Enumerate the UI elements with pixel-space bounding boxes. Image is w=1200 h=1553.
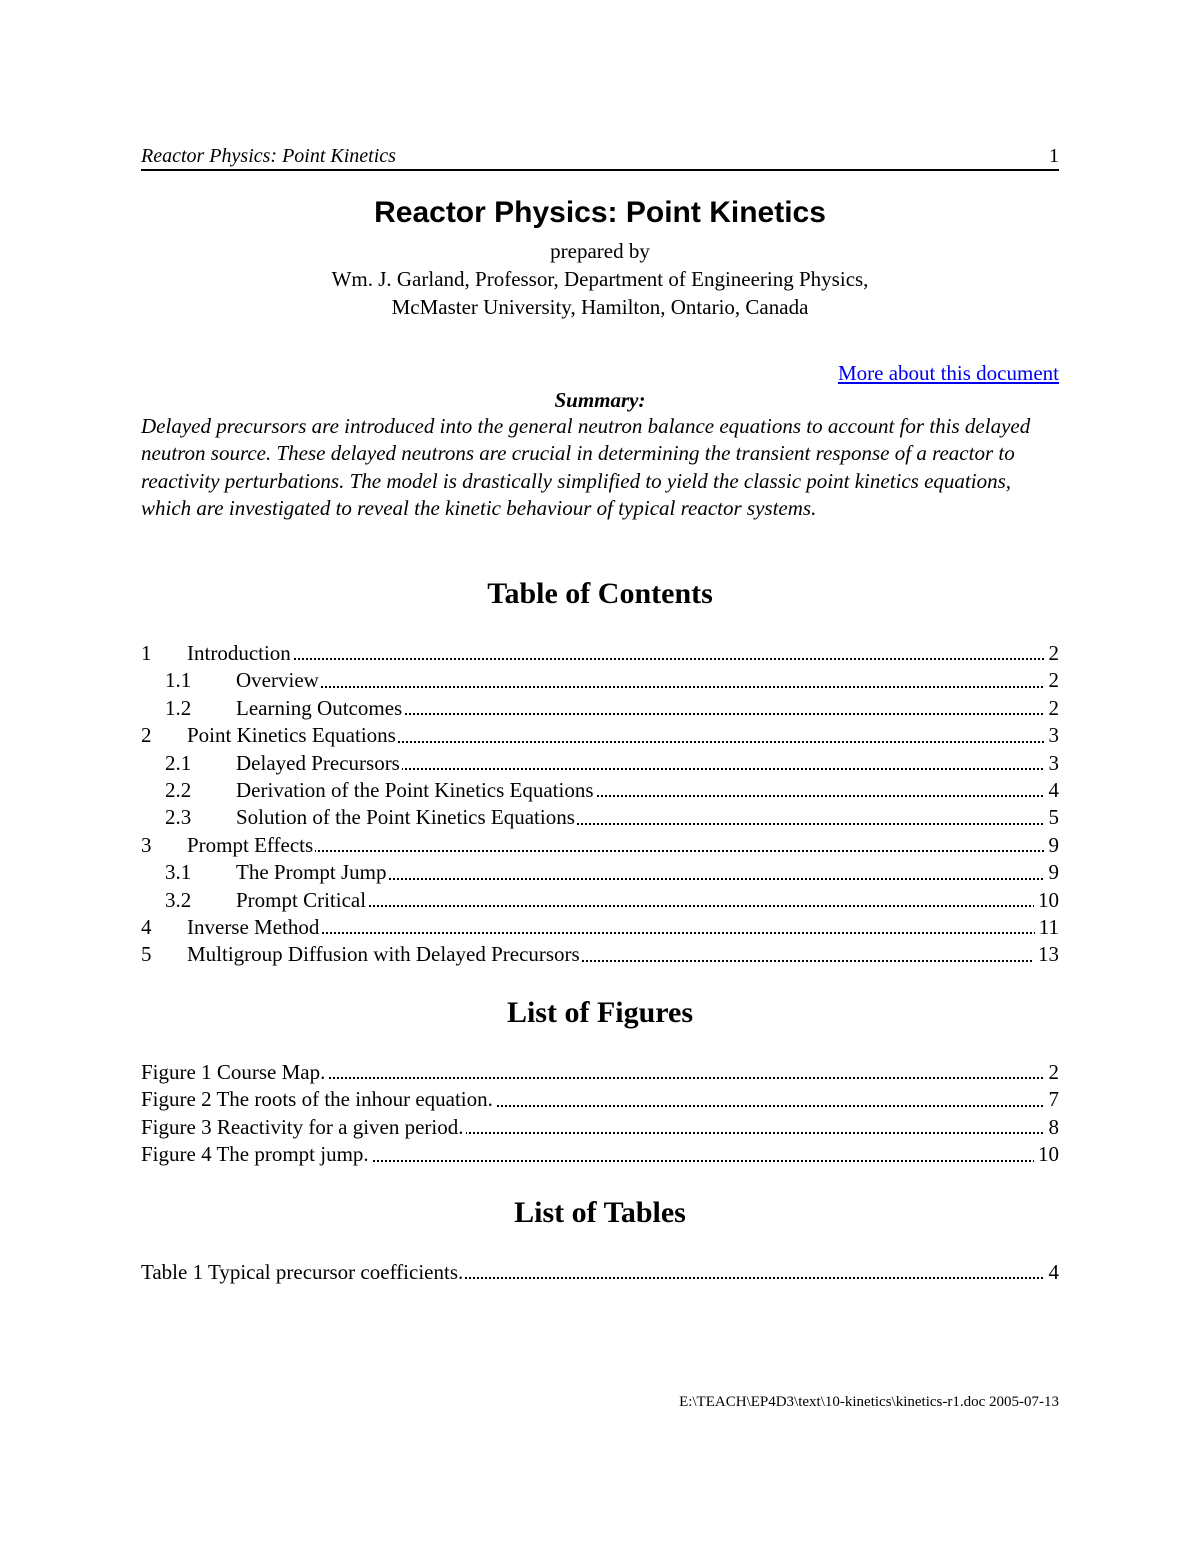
list-of-figures-heading: List of Figures [506,996,694,1029]
toc-entry-page: 10 [1034,887,1059,914]
toc-entry-leader [236,777,1059,804]
toc-entry-label: Prompt Effects [187,832,314,857]
toc-entry[interactable] [141,914,1059,941]
toc-entry[interactable] [141,887,1059,914]
toc-entry[interactable] [141,667,1059,694]
toc-entry-page: 9 [1045,832,1060,859]
toc-entry-page: 11 [1035,914,1059,941]
toc-entry-page: 3 [1045,722,1060,749]
figure-entry-label: Figure 3 Reactivity for a given period. [141,1114,464,1139]
toc-entry-leader [187,640,1059,667]
toc-entry-leader [236,667,1059,694]
toc-entry-page: 3 [1045,750,1060,777]
more-about-document-link[interactable]: More about this document [837,361,1059,385]
list-of-tables-heading: List of Tables [514,1196,686,1229]
toc-entry[interactable] [141,804,1059,831]
list-of-figures [141,1059,1059,1169]
figure-entry-leader [141,1141,1059,1168]
toc-entry-label: Delayed Precursors [236,750,400,775]
figure-entry[interactable] [141,1086,1059,1113]
byline [141,237,1059,321]
toc-entry-leader [236,750,1059,777]
toc-entry-number: 1 [141,641,152,665]
figure-entry-label: Figure 1 Course Map. [141,1060,326,1084]
figure-entry[interactable] [141,1141,1059,1168]
table-entry[interactable] [141,1259,1059,1286]
figure-entry-leader [141,1114,1059,1141]
list-of-tables [141,1259,1059,1286]
toc-entry-page: 2 [1045,667,1060,694]
toc-entry[interactable] [141,750,1059,777]
toc-entry-leader [236,695,1059,722]
toc-entry-page: 2 [1045,695,1060,722]
figure-entry-leader [141,1059,1059,1086]
toc-entry-page: 4 [1045,777,1060,804]
running-header [141,143,1059,171]
toc-entry-page: 5 [1045,804,1060,831]
figure-entry-page: 8 [1045,1114,1060,1141]
summary-text: Delayed precursors are introduced into the general neutron balance equations to account for this delayed neutron source. These delayed neutrons are crucial in determining the transient response of a reactor to reactivity perturbations. The model is drastically simplified to yield the classic point kinetics equations, which are investigated to reveal the kinetic behaviour of typical reactor systems. [141,414,1031,521]
toc-entry[interactable] [141,640,1059,667]
figure-entry-leader [141,1086,1059,1113]
toc-entry-label: Inverse Method [187,914,320,939]
toc-entry-number: 2.2 [165,777,192,802]
byline-author: Wm. J. Garland, Professor, Department of Engineering Physics, [331,267,869,291]
figure-entry-page: 7 [1045,1086,1060,1113]
toc-entry-label: Overview [236,668,319,693]
toc-entry[interactable] [141,722,1059,749]
toc-entry-label: Introduction [187,641,291,665]
toc-entry-label: Point Kinetics Equations [187,723,396,748]
table-entry-page: 4 [1045,1259,1060,1286]
toc-entry-number: 3 [141,832,152,857]
toc-entry-leader [187,941,1059,968]
toc-entry-leader [187,914,1059,941]
running-header-title: Reactor Physics: Point Kinetics [141,145,396,167]
toc-entry-label: The Prompt Jump [236,860,387,885]
toc-entry-number: 1.2 [165,695,192,720]
toc-entry-label: Prompt Critical [236,887,367,912]
toc-entry-leader [187,722,1059,749]
toc-entry-leader [236,804,1059,831]
toc-entry-label: Learning Outcomes [236,695,403,720]
toc-entry-number: 5 [141,942,152,967]
toc-list [141,640,1059,969]
toc-entry-number: 2.1 [165,750,192,775]
toc-entry-label: Solution of the Point Kinetics Equations [236,805,575,830]
running-header-page-number: 1 [1049,145,1059,167]
byline-affiliation: McMaster University, Hamilton, Ontario, Canada [391,295,809,319]
toc-entry-number: 2.3 [165,805,192,830]
toc-entry[interactable] [141,777,1059,804]
toc-entry-leader [236,859,1059,886]
figure-entry-page: 2 [1045,1059,1060,1086]
summary-label: Summary: [554,388,646,412]
toc-entry-number: 3.2 [165,887,192,912]
toc-entry-number: 2 [141,723,152,748]
toc-entry-page: 13 [1034,941,1059,968]
figure-entry[interactable] [141,1114,1059,1141]
figure-entry-label: Figure 2 The roots of the inhour equation. [141,1087,493,1112]
byline-prepared-by: prepared by [550,239,650,263]
figure-entry[interactable] [141,1059,1059,1086]
toc-entry-number: 1.1 [165,668,192,693]
toc-entry[interactable] [141,941,1059,968]
toc-entry-number: 3.1 [165,860,192,885]
toc-entry-number: 4 [141,914,152,939]
toc-entry-label: Derivation of the Point Kinetics Equations [236,777,594,802]
figure-entry-label: Figure 4 The prompt jump. [141,1142,369,1167]
toc-entry[interactable] [141,832,1059,859]
toc-entry[interactable] [141,695,1059,722]
toc-entry[interactable] [141,859,1059,886]
footer-file-path: E:\TEACH\EP4D3\text\10-kinetics\kinetics-r1.doc 2005-07-13 [679,1394,1059,1410]
toc-entry-page: 2 [1045,640,1060,667]
toc-entry-leader [236,887,1059,914]
toc-entry-label: Multigroup Diffusion with Delayed Precursors [187,942,580,967]
toc-heading: Table of Contents [487,577,713,610]
toc-entry-leader [187,832,1059,859]
table-entry-leader [141,1259,1059,1286]
document-title: Reactor Physics: Point Kinetics [374,196,826,229]
figure-entry-page: 10 [1034,1141,1059,1168]
toc-entry-page: 9 [1045,859,1060,886]
table-entry-label: Table 1 Typical precursor coefficients. [141,1260,464,1284]
